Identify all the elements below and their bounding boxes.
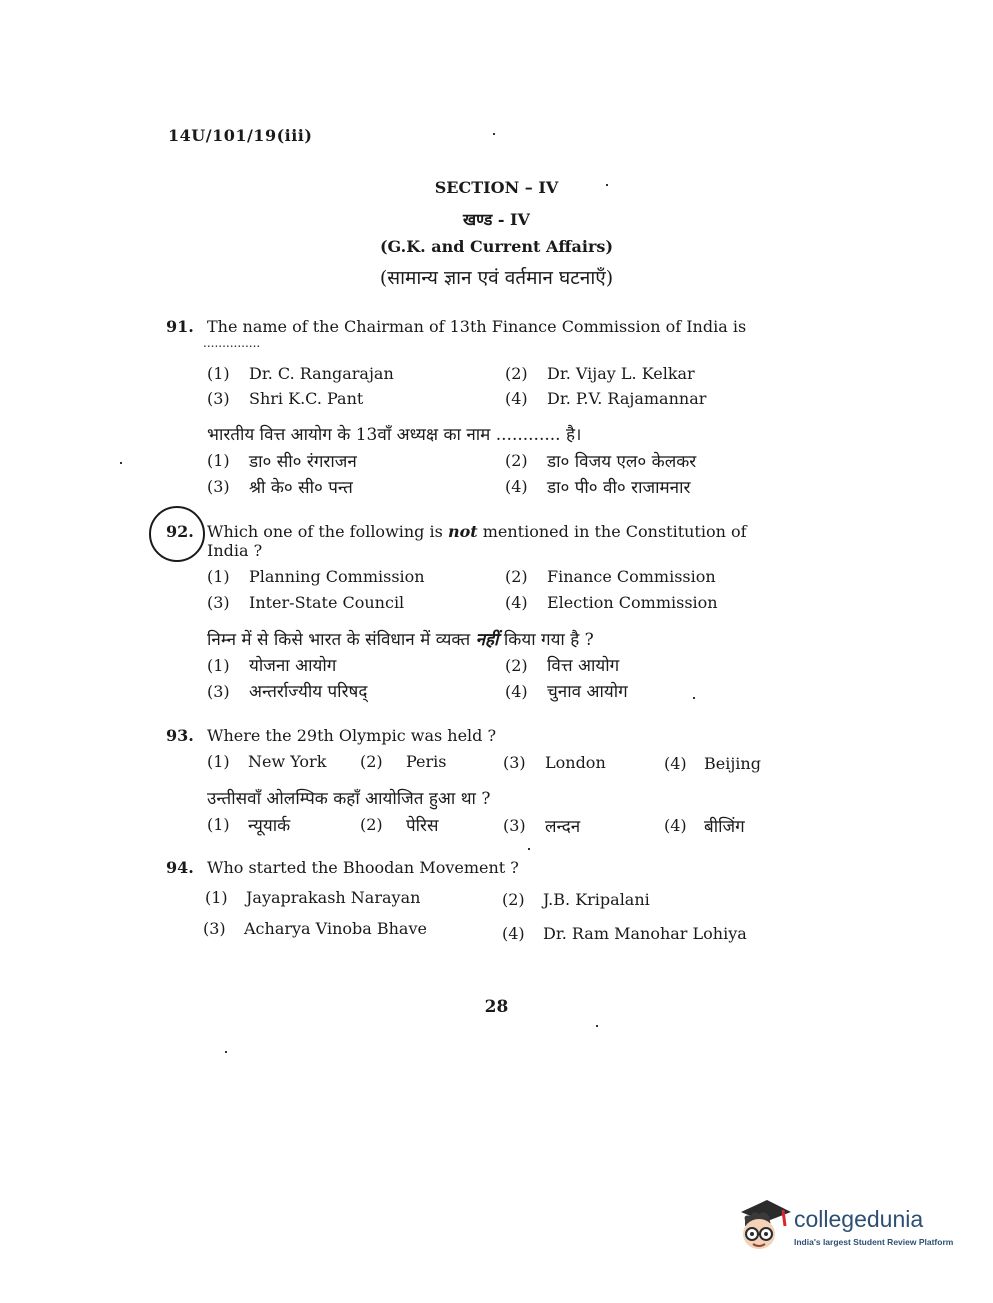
section-subject: (G.K. and Current Affairs): [379, 237, 614, 256]
option-text-hindi: चुनाव आयोग: [547, 682, 628, 702]
question-text-part: किया गया है ?: [503, 630, 594, 650]
option-number: (3): [503, 816, 526, 835]
question-text-blank: ...............: [203, 336, 261, 350]
option-number: (4): [505, 593, 528, 612]
question-number: 94.: [166, 858, 194, 877]
option-text-hindi: डा० पी० वी० राजामनार: [547, 478, 691, 498]
section-title: SECTION – IV: [434, 178, 559, 197]
scan-speck: [606, 184, 608, 186]
scan-speck: [528, 848, 530, 850]
section-subject-hindi: (सामान्य ज्ञान एवं वर्तमान घटनाएँ): [379, 267, 614, 289]
option-number: (2): [505, 364, 528, 383]
option-text: Finance Commission: [547, 567, 716, 586]
option-number: (3): [207, 682, 230, 701]
scan-speck: [596, 1025, 598, 1027]
question-number: 93.: [166, 726, 194, 745]
option-number: (2): [505, 451, 528, 470]
option-number: (4): [664, 754, 687, 773]
scan-speck: [225, 1051, 227, 1053]
scan-speck: [693, 697, 695, 699]
option-number: (2): [360, 815, 383, 834]
question-text-part: Which one of the following is: [207, 522, 443, 541]
option-text-hindi: योजना आयोग: [249, 656, 337, 676]
logo-tagline: India's largest Student Review Platform: [794, 1237, 954, 1247]
option-number: (1): [207, 567, 230, 586]
option-text: Inter-State Council: [249, 593, 405, 612]
option-number: (3): [207, 389, 230, 408]
option-number: (2): [502, 890, 525, 909]
option-number: (2): [360, 752, 383, 771]
question-emphasis: नहीं: [475, 630, 499, 650]
option-text-hindi: बीजिंग: [704, 817, 745, 837]
option-text: Jayaprakash Narayan: [246, 888, 421, 907]
question-text-part: mentioned in the Constitution of: [482, 522, 747, 541]
option-text-hindi: न्यूयार्क: [248, 816, 291, 836]
option-number: (1): [207, 815, 230, 834]
option-number: (4): [664, 816, 687, 835]
option-number: (3): [503, 753, 526, 772]
question-emphasis: not: [447, 522, 478, 541]
question-text: Where the 29th Olympic was held ?: [207, 726, 497, 745]
scan-speck: [493, 133, 495, 135]
option-text-hindi: अन्तर्राज्यीय परिषद्: [249, 682, 368, 702]
question-text: [207, 522, 747, 541]
question-text: The name of the Chairman of 13th Finance Commission of India is: [207, 317, 747, 336]
option-text-hindi: श्री के० सी० पन्त: [249, 478, 353, 498]
option-number: (1): [207, 656, 230, 675]
logo-name: collegedunia: [794, 1206, 924, 1232]
option-text: Planning Commission: [249, 567, 425, 586]
question-text-hindi: [207, 627, 594, 650]
question-text-continued: India ?: [207, 541, 263, 560]
option-number: (1): [205, 888, 228, 907]
option-text: Beijing: [704, 754, 761, 773]
option-text: J.B. Kripalani: [543, 890, 650, 909]
option-number: (2): [505, 656, 528, 675]
option-text: Dr. Ram Manohar Lohiya: [543, 924, 747, 943]
question-text-hindi: भारतीय वित्त आयोग के 13वाँ अध्यक्ष का नाम ............ है।: [207, 425, 582, 445]
option-number: (2): [505, 567, 528, 586]
option-text: Peris: [406, 752, 447, 771]
section-title-hindi: खण्ड - IV: [463, 210, 530, 229]
scan-speck: [120, 462, 122, 464]
question-number: 91.: [166, 317, 194, 336]
option-text: Acharya Vinoba Bhave: [244, 919, 427, 938]
question-text-hindi: उन्तीसवाँ ओलम्पिक कहाँ आयोजित हुआ था ?: [207, 789, 491, 809]
question-number: 92.: [166, 522, 194, 541]
option-number: (1): [207, 364, 230, 383]
option-number: (1): [207, 451, 230, 470]
option-text: Election Commission: [547, 593, 718, 612]
option-number: (4): [505, 389, 528, 408]
option-text-hindi: वित्त आयोग: [547, 656, 620, 676]
option-text-hindi: डा० विजय एल० केलकर: [547, 452, 697, 472]
option-number: (4): [505, 682, 528, 701]
option-number: (3): [203, 919, 226, 938]
option-text-hindi: डा० सी० रंगराजन: [249, 452, 357, 472]
page-number: 28: [484, 997, 509, 1017]
option-text-hindi: पेरिस: [406, 816, 439, 836]
option-number: (3): [207, 477, 230, 496]
option-text: New York: [248, 752, 327, 771]
question-text-part: निम्न में से किसे भारत के संविधान में व्यक्त: [207, 630, 471, 650]
option-text: Dr. Vijay L. Kelkar: [547, 364, 695, 383]
option-text: London: [545, 753, 606, 772]
option-text: Dr. P.V. Rajamannar: [547, 389, 707, 408]
option-number: (4): [505, 477, 528, 496]
option-number: (1): [207, 752, 230, 771]
graduate-mascot-icon: [737, 1196, 791, 1254]
option-number: (3): [207, 593, 230, 612]
option-text-hindi: लन्दन: [545, 817, 581, 837]
option-number: (4): [502, 924, 525, 943]
collegedunia-logo: [737, 1196, 962, 1258]
question-text: Who started the Bhoodan Movement ?: [207, 858, 519, 877]
option-text: Dr. C. Rangarajan: [249, 364, 394, 383]
option-text: Shri K.C. Pant: [249, 389, 364, 408]
paper-code: 14U/101/19(iii): [168, 126, 313, 145]
